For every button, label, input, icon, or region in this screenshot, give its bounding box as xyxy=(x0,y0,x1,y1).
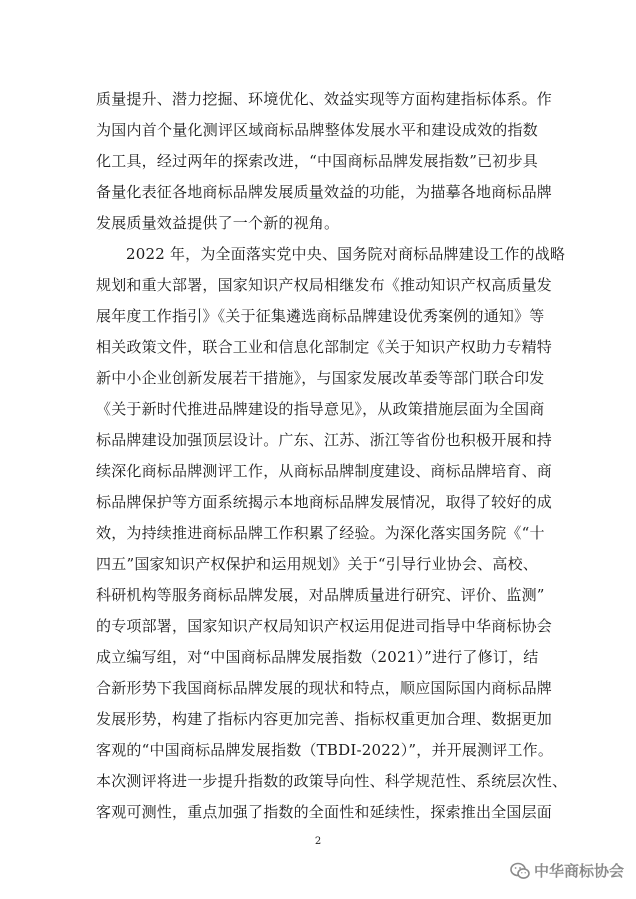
watermark-text: 中华商标协会 xyxy=(533,862,624,880)
text-line: 客观可测性，重点加强了指数的全面性和延续性，探索推出全国层面 xyxy=(96,803,553,821)
text-line: 科研机构等服务商标品牌发展，对品牌质量进行研究、评价、监测” xyxy=(96,586,545,604)
text-line: 客观的“中国商标品牌发展指数（TBDI-2022）”，并开展测评工作。 xyxy=(96,741,554,759)
text-line: 标品牌保护等方面系统揭示本地商标品牌发展情况，取得了较好的成 xyxy=(96,493,553,511)
paragraph-start-line: 2022 年，为全面落实党中央、国务院对商标品牌建设工作的战略 xyxy=(126,245,566,263)
text-line: 效，为持续推进商标品牌工作积累了经验。为深化落实国务院《“十 xyxy=(96,524,545,542)
text-line: 本次测评将进一步提升指数的政策导向性、科学规范性、系统层次性、 xyxy=(96,772,568,790)
text-line: 展年度工作指引》《关于征集遴选商标品牌建设优秀案例的通知》等 xyxy=(96,307,545,325)
text-line: 标品牌建设加强顶层设计。广东、江苏、浙江等省份也积极开展和持 xyxy=(96,431,553,449)
text-line: 成立编写组，对“中国商标品牌发展指数（2021）”进行了修订，结 xyxy=(96,648,539,666)
page-number: 2 xyxy=(314,836,322,847)
text-line: 规划和重大部署，国家知识产权局相继发布《推动知识产权高质量发 xyxy=(96,276,553,294)
text-line: 发展质量效益提供了一个新的视角。 xyxy=(96,214,340,232)
text-line: 为国内首个量化测评区域商标品牌整体发展水平和建设成效的指数 xyxy=(96,121,538,139)
text-line: 续深化商标品牌测评工作，从商标品牌制度建设、商标品牌培育、商 xyxy=(96,462,553,480)
text-line: 《关于新时代推进品牌建设的指导意见》，从政策措施层面为全国商 xyxy=(96,400,545,418)
wechat-watermark xyxy=(510,860,624,881)
text-line: 四五”国家知识产权保护和运用规划》关于“引导行业协会、高校、 xyxy=(96,555,538,573)
text-line: 发展形势，构建了指标内容更加完善、指标权重更加合理、数据更加 xyxy=(96,710,553,728)
text-line: 合新形势下我国商标品牌发展的现状和特点，顺应国际国内商标品牌 xyxy=(96,679,553,697)
text-line: 的专项部署，国家知识产权局知识产权运用促进司指导中华商标协会 xyxy=(96,617,553,635)
text-line: 化工具，经过两年的探索改进，“中国商标品牌发展指数”已初步具 xyxy=(96,152,538,170)
text-line: 质量提升、潜力挖掘、环境优化、效益实现等方面构建指标体系。作 xyxy=(96,90,553,108)
text-line: 相关政策文件，联合工业和信息化部制定《关于知识产权助力专精特 xyxy=(96,338,553,356)
text-line: 新中小企业创新发展若干措施》，与国家发展改革委等部门联合印发 xyxy=(96,369,545,387)
text-line: 备量化表征各地商标品牌发展质量效益的功能，为描摹各地商标品牌 xyxy=(96,183,553,201)
wechat-icon xyxy=(510,862,530,880)
